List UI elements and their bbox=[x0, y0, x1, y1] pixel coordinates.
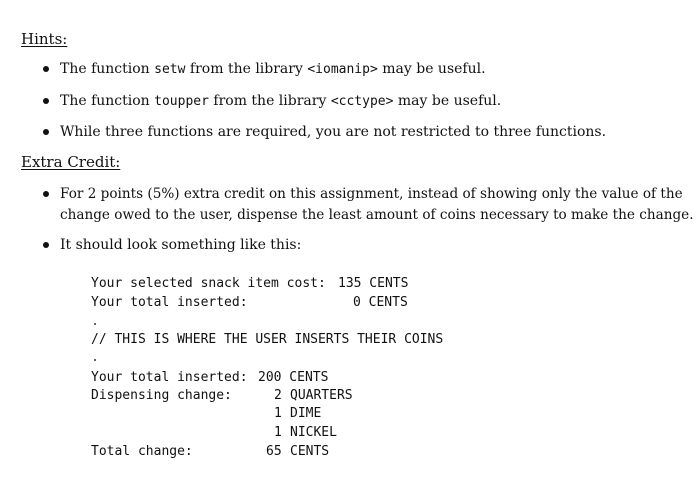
hint-text-part: from the library bbox=[185, 61, 308, 77]
coin-count: 2 bbox=[274, 388, 282, 403]
example-inserted-value: 0 CENTS bbox=[353, 295, 408, 310]
example-total-label: Total change: bbox=[91, 444, 193, 459]
example-cost-label: Your selected snack item cost: bbox=[91, 276, 326, 291]
hint-text-part: The function bbox=[60, 61, 155, 77]
bullet-icon bbox=[43, 98, 49, 104]
example-inserted-label: Your total inserted: bbox=[91, 295, 248, 310]
ellipsis-dot bbox=[94, 323, 96, 325]
coin-name: DIME bbox=[290, 406, 322, 421]
extra-credit-text-line: change owed to the user, dispense the least amount of coins necessary to make the change. bbox=[60, 207, 694, 223]
example-total-count: 65 bbox=[266, 444, 282, 459]
hint-text: While three functions are required, you are not restricted to three functions. bbox=[60, 124, 607, 140]
hint-text-part: may be useful. bbox=[393, 93, 502, 109]
extra-credit-text-line: It should look something like this: bbox=[60, 237, 302, 253]
coin-name: NICKEL bbox=[290, 425, 337, 440]
ellipsis-dot bbox=[94, 359, 96, 361]
bullet-icon bbox=[43, 191, 49, 197]
bullet-icon bbox=[43, 242, 49, 248]
hint-text-part: from the library bbox=[208, 93, 331, 109]
code-inline: <iomanip> bbox=[307, 62, 378, 77]
coin-name: QUARTERS bbox=[290, 388, 353, 403]
hint-text-part: The function bbox=[60, 93, 155, 109]
hint-text bbox=[60, 59, 486, 80]
extra-credit-heading: Extra Credit: bbox=[21, 153, 121, 171]
code-inline: <cctype> bbox=[330, 94, 394, 109]
example-inserted-label-2: Your total inserted: bbox=[91, 370, 248, 385]
example-dispensing-label: Dispensing change: bbox=[91, 388, 232, 403]
example-inserted-value-2: 200 CENTS bbox=[258, 370, 329, 385]
example-cost-value: 135 CENTS bbox=[338, 276, 409, 291]
hint-text-part: may be useful. bbox=[377, 61, 486, 77]
coin-count: 1 bbox=[274, 406, 282, 421]
code-inline: setw bbox=[154, 62, 186, 77]
extra-credit-text-line: For 2 points (5%) extra credit on this assignment, instead of showing only the value of the bbox=[60, 186, 683, 202]
code-inline: toupper bbox=[154, 94, 209, 109]
hints-heading: Hints: bbox=[21, 30, 68, 48]
bullet-icon bbox=[43, 129, 49, 135]
hint-text bbox=[60, 91, 501, 112]
example-total-unit: CENTS bbox=[290, 444, 330, 459]
bullet-icon bbox=[43, 66, 49, 72]
coin-count: 1 bbox=[274, 425, 282, 440]
example-comment: // THIS IS WHERE THE USER INSERTS THEIR COINS bbox=[91, 332, 444, 347]
